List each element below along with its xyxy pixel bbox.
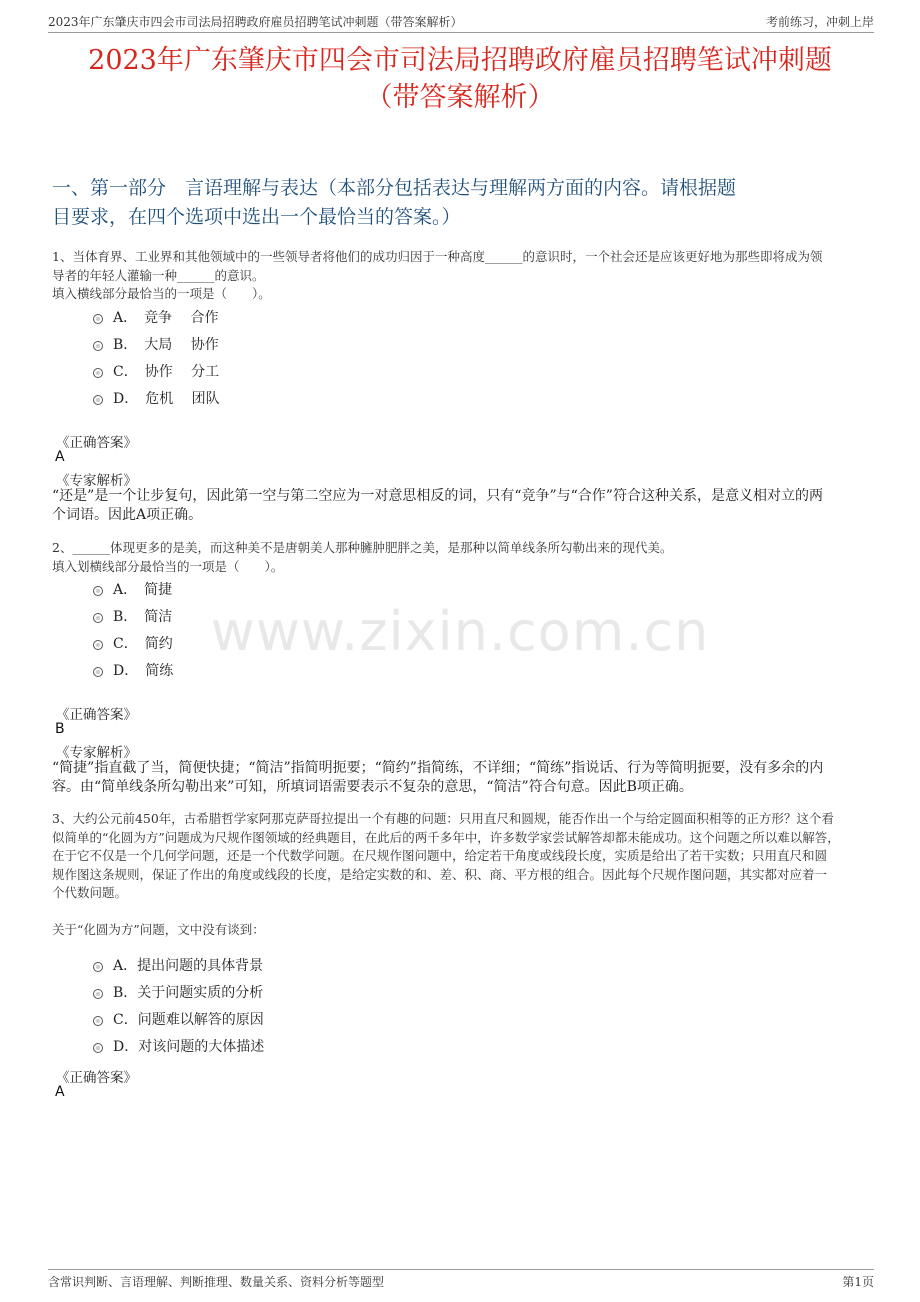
- radio-icon[interactable]: [93, 1016, 103, 1026]
- header-title: 2023年广东肇庆市四会市司法局招聘政府雇员招聘笔试冲刺题（带答案解析）: [48, 15, 463, 29]
- q2-correct-label: 《正确答案》: [56, 707, 137, 723]
- q1-stem-line-2: 导者的年轻人灌输一种______的意识。: [52, 267, 265, 283]
- section-line-1: 一、第一部分 言语理解与表达（本部分包括表达与理解两方面的内容。请根据题: [52, 177, 737, 199]
- q3-correct-label: 《正确答案》: [56, 1070, 137, 1086]
- radio-icon[interactable]: [93, 1043, 103, 1053]
- page-header: [48, 12, 874, 33]
- q2-answer: B: [55, 721, 65, 737]
- radio-icon[interactable]: [93, 314, 103, 324]
- radio-icon[interactable]: [93, 989, 103, 999]
- watermark: www.zixin.com.cn: [210, 600, 710, 663]
- question-3-stem: 3、大约公元前450年，古希腊哲学家阿那克萨哥拉提出一个有趣的问题：只用直尺和圆规，能否作出一个与给定圆面积相等的正方形？这个看 似简单的“化圆为方”问题成为尺规作图领域的经典题目，在此后的两千多年中，许多数学家尝试解答却都未能成功。这个问题之所以难以解答， 在于它不仅是一个几何学问题，还是一个代数学问题。在尺规作图问题中，给定若干角度或线段长度，实质是给出了若干实数；只用直尺和圆 规作图这条规则，保证了作出的角度或线段的长度，是给定实数的和、差、积、商、平方根的组合。因此每个尺规作图问题，其实都对应着一 个代数问题。: [52, 811, 840, 900]
- radio-icon[interactable]: [93, 962, 103, 972]
- q1-stem-line-3: 填入横线部分最恰当的一项是（ ）。: [52, 286, 271, 301]
- question-1-stem: [52, 248, 874, 304]
- radio-icon[interactable]: [93, 368, 103, 378]
- radio-icon[interactable]: [93, 395, 103, 405]
- q1-answer: A: [55, 449, 65, 465]
- q1-correct-label: 《正确答案》: [56, 435, 137, 451]
- radio-icon[interactable]: [93, 341, 103, 351]
- q3-answer: A: [55, 1084, 65, 1100]
- question-2-stem: [52, 539, 874, 576]
- q2-explanation: “简捷”指直截了当，简便快捷；“简洁”指简明扼要；“简约”指简练，不详细；“简练”指说话、行为等简明扼要，没有多余的内 容。由“简单线条所勾勒出来”可知，所填词语需要表示不复杂的意思，“简洁”符合句意。因此B项正确。: [52, 760, 824, 795]
- footer-topics: 含常识判断、言语理解、判断推理、数量关系、资料分析等题型: [48, 1275, 385, 1289]
- radio-icon[interactable]: [93, 586, 103, 596]
- q2-expert-label: 《专家解析》: [56, 745, 137, 761]
- section-line-2: 目要求，在四个选项中选出一个最恰当的答案。）: [52, 206, 461, 228]
- q1-stem-line-1: 1、当体育界、工业界和其他领域中的一些领导者将他们的成功归因于一种高度______的意识时，一个社会还是应该更好地为那些即将成为领: [52, 249, 823, 264]
- title-line-2: （带答案解析）: [365, 82, 555, 113]
- q1-explanation: “还是”是一个让步复句，因此第一空与第二空应为一对意思相反的词，只有“竞争”与“合作”符合这种关系，是意义相对立的两 个词语。因此A项正确。: [52, 488, 823, 523]
- q1-expert-label: 《专家解析》: [56, 473, 137, 489]
- q3-ask: 关于“化圆为方”问题，文中没有谈到：: [52, 922, 265, 937]
- document-title: [40, 42, 880, 116]
- q2-stem-line-2: 填入划横线部分最恰当的一项是（ ）。: [52, 558, 284, 574]
- page-number: 第1页: [842, 1275, 874, 1289]
- page-footer: [48, 1269, 874, 1288]
- section-heading: [52, 174, 868, 232]
- title-line-1: 2023年广东肇庆市四会市司法局招聘政府雇员招聘笔试冲刺题: [88, 45, 832, 76]
- radio-icon[interactable]: [93, 667, 103, 677]
- header-slogan: 考前练习，冲刺上岸: [765, 15, 874, 29]
- q2-stem-line-1: 2、______体现更多的是美，而这种美不是唐朝美人那种臃肿肥胖之美，是那种以简单线条所勾勒出来的现代美。: [52, 540, 673, 555]
